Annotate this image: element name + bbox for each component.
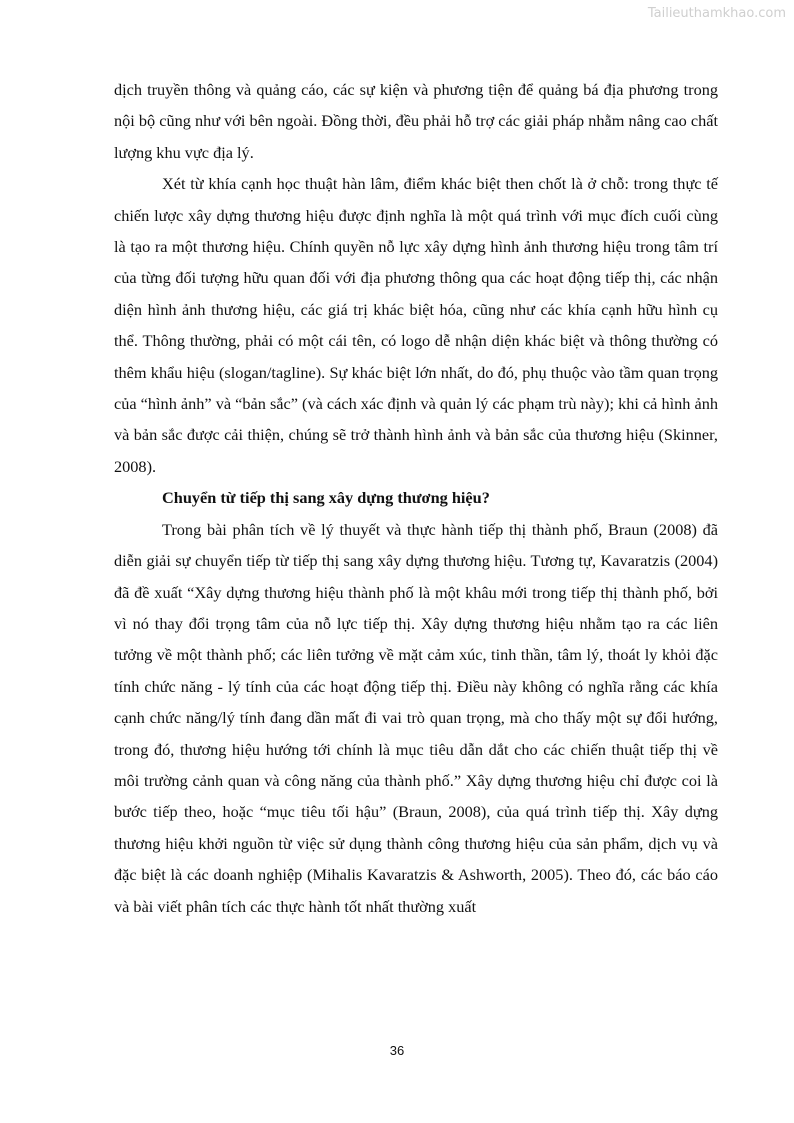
- document-body: [114, 74, 718, 922]
- paragraph-marketing-to-branding: Trong bài phân tích về lý thuyết và thực hành tiếp thị thành phố, Braun (2008) đã diễn giải sự chuyển tiếp từ tiếp thị sang xây dựng thương hiệu. Tương tự, Kavaratzis (2004) đã đề xuất “Xây dựng thương hiệu thành phố là một khâu mới trong tiếp thị thành phố, bởi vì nó thay đổi trọng tâm của nỗ lực tiếp thị. Xây dựng thương hiệu nhằm tạo ra các liên tưởng về một thành phố; các liên tưởng về mặt cảm xúc, tinh thần, tâm lý, thoát ly khỏi đặc tính chức năng - lý tính của các hoạt động tiếp thị. Điều này không có nghĩa rằng các khía cạnh chức năng/lý tính đang dần mất đi vai trò quan trọng, mà cho thấy một sự đổi hướng, trong đó, thương hiệu hướng tới chính là mục tiêu dẫn dắt cho các chiến thuật tiếp thị về môi trường cảnh quan và công năng của thành phố.” Xây dựng thương hiệu chỉ được coi là bước tiếp theo, hoặc “mục tiêu tối hậu” (Braun, 2008), của quá trình tiếp thị. Xây dựng thương hiệu khởi nguồn từ việc sử dụng thành công thương hiệu của sản phẩm, dịch vụ và đặc biệt là các doanh nghiệp (Mihalis Kavaratzis & Ashworth, 2005). Theo đó, các báo cáo và bài viết phân tích các thực hành tốt nhất thường xuất: [114, 519, 718, 916]
- section-heading: Chuyển từ tiếp thị sang xây dựng thương hiệu?: [162, 488, 490, 508]
- paragraph-continuation: dịch truyền thông và quảng cáo, các sự kiện và phương tiện để quảng bá địa phương trong nội bộ cũng như với bên ngoài. Đồng thời, đều phải hỗ trợ các giải pháp nhằm nâng cao chất lượng khu vực địa lý.: [114, 80, 718, 162]
- paragraph-branding-difference: Xét từ khía cạnh học thuật hàn lâm, điểm khác biệt then chốt là ở chỗ: trong thực tế chiến lược xây dựng thương hiệu được định nghĩa là một quá trình với mục đích cuối cùng là tạo ra một thương hiệu. Chính quyền nỗ lực xây dựng hình ảnh thương hiệu trong tâm trí của từng đối tượng hữu quan đối với địa phương thông qua các hoạt động tiếp thị, các nhận diện hình ảnh thương hiệu, các giá trị khác biệt hóa, cũng như các khía cạnh hữu hình cụ thể. Thông thường, phải có một cái tên, có logo dễ nhận diện khác biệt và thông thường có thêm khẩu hiệu (slogan/tagline). Sự khác biệt lớn nhất, do đó, phụ thuộc vào tầm quan trọng của “hình ảnh” và “bản sắc” (và cách xác định và quản lý các phạm trù này); khi cả hình ảnh và bản sắc được cải thiện, chúng sẽ trở thành hình ảnh và bản sắc của thương hiệu (Skinner, 2008).: [114, 174, 718, 476]
- page-number: 36: [389, 1043, 405, 1058]
- watermark: Tailieuthamkhao.com: [647, 6, 786, 21]
